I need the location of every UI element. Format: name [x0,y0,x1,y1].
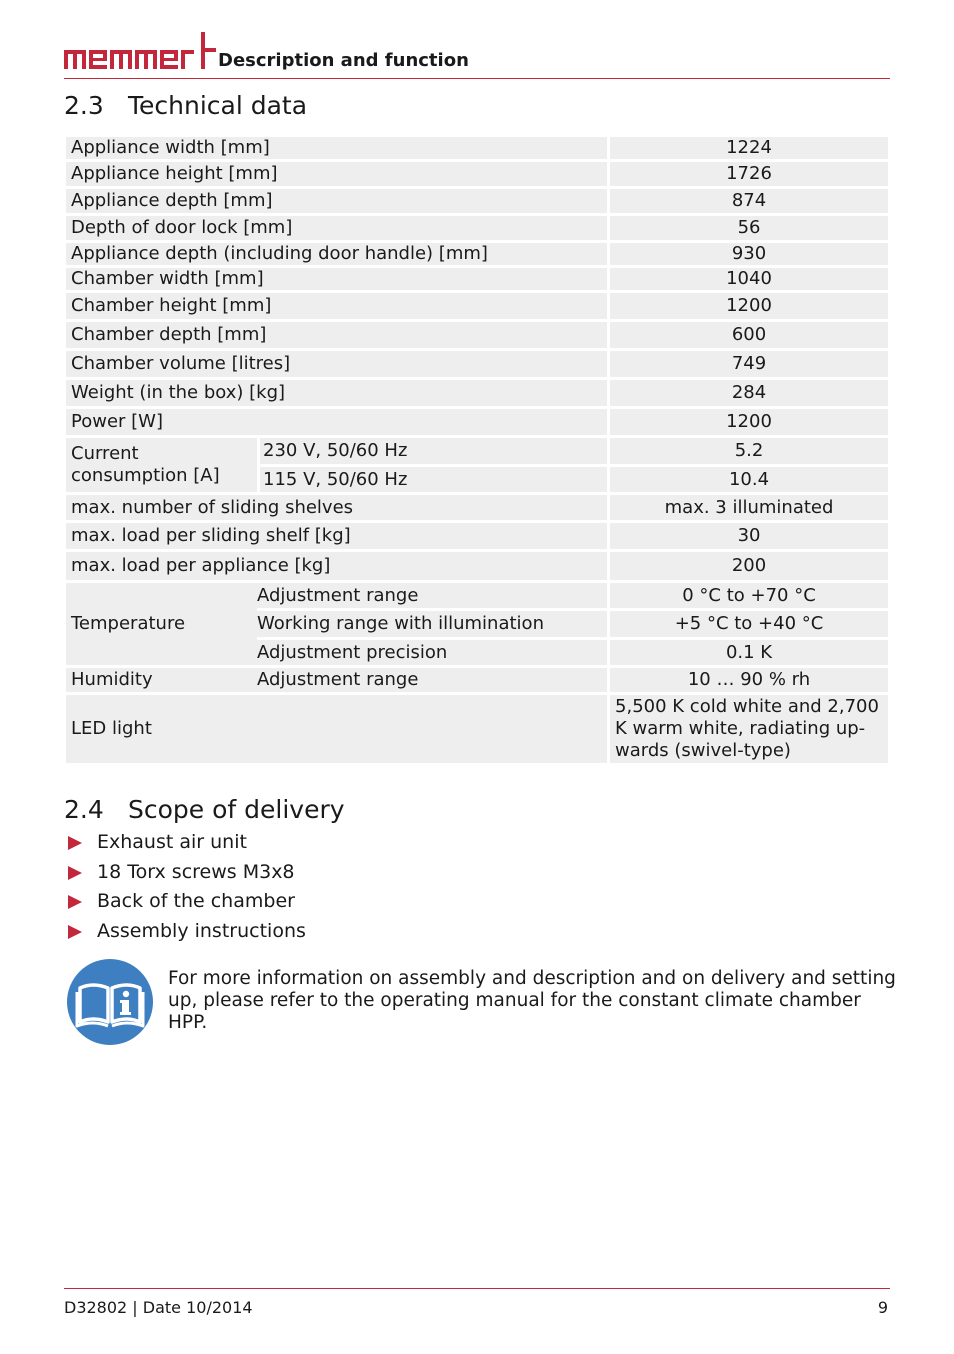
row-value: 0 °C to +70 °C [607,583,888,608]
section-title: Technical data [128,91,308,120]
row-sublabel: 230 V, 50/60 Hz [257,438,607,464]
row-value: 1224 [607,137,888,159]
table-row [66,552,888,580]
section-technical-heading [64,91,307,120]
row-sublabel: Adjustment precision [257,640,607,665]
row-value: 10.4 [607,467,888,492]
section-delivery-heading [64,795,345,824]
table-row [66,293,888,319]
section-number: 2.4 [64,795,104,824]
row-value: max. 3 illuminated [607,495,888,520]
table-row [66,351,888,377]
row-label: Appliance depth [mm] [66,189,607,213]
list-item-text: 18 Torx screws M3x8 [97,860,295,883]
row-value: 874 [607,189,888,213]
footer-document-info: D32802 | Date 10/2014 [64,1298,253,1317]
row-value: 1200 [607,293,888,319]
row-label: max. number of sliding shelves [66,495,607,520]
row-value: 5.2 [607,438,888,464]
row-value: 1726 [607,162,888,186]
row-label: Appliance width [mm] [66,137,607,159]
row-value: 749 [607,351,888,377]
triangle-bullet-icon [68,895,82,909]
row-label: Weight (in the box) [kg] [66,380,607,406]
delivery-list [66,828,306,946]
section-title: Scope of delivery [128,795,345,824]
row-label: Power [W] [66,409,607,435]
row-value: 284 [607,380,888,406]
row-value: 0.1 K [607,640,888,665]
list-item [66,828,306,858]
page-number: 9 [877,1298,888,1317]
table-row [66,409,888,435]
list-item [66,887,306,917]
table-row [66,583,888,608]
row-value: 56 [607,216,888,240]
row-label: Appliance height [mm] [66,162,607,186]
row-label: Chamber depth [mm] [66,322,607,348]
row-value: 200 [607,552,888,580]
header-title: Description and function [218,50,469,71]
table-row [66,162,888,186]
table-row [66,380,888,406]
list-item [66,858,306,888]
technical-data-table [66,134,888,766]
table-row [66,523,888,549]
row-sublabel: 115 V, 50/60 Hz [257,467,607,492]
row-label: Appliance depth (including door handle) [mm] [66,243,607,265]
row-sublabel: Adjustment range [257,583,607,608]
table-row [66,216,888,240]
table-row [66,322,888,348]
row-label: Depth of door lock [mm] [66,216,607,240]
row-value: +5 °C to +40 °C [607,611,888,637]
list-item-text: Assembly instructions [97,919,306,942]
footer-divider [64,1288,890,1289]
info-book-icon [66,958,154,1046]
table-row [66,495,888,520]
row-value: 1200 [607,409,888,435]
row-sublabel: Adjustment range [257,668,607,692]
table-row [66,438,888,464]
table-row [66,668,888,692]
row-value: 1040 [607,268,888,290]
triangle-bullet-icon [68,866,82,880]
row-label: Chamber height [mm] [66,293,607,319]
row-label: max. load per appliance [kg] [66,552,607,580]
row-label: Chamber volume [litres] [66,351,607,377]
section-number: 2.3 [64,91,104,120]
row-value: 5,500 K cold white and 2,700 K warm white, radiating up-wards (swivel-type) [607,695,888,763]
info-note-text: For more information on assembly and description and on delivery and setting up, please refer to the operating manual for the constant climate chamber HPP. [168,968,896,1033]
led-light-label: LED light [66,695,607,763]
table-row [66,189,888,213]
list-item [66,917,306,947]
row-label: Chamber width [mm] [66,268,607,290]
row-value: 600 [607,322,888,348]
temperature-label: Temperature [66,583,257,665]
triangle-bullet-icon [68,925,82,939]
row-value: 10 … 90 % rh [607,668,888,692]
memmert-logo [64,32,216,72]
list-item-text: Exhaust air unit [97,831,247,853]
row-value: 30 [607,523,888,549]
row-value: 930 [607,243,888,265]
table-row [66,137,888,159]
row-sublabel: Working range with illumination [257,611,607,637]
table-row [66,243,888,265]
row-label: max. load per sliding shelf [kg] [66,523,607,549]
header-divider [64,78,890,79]
list-item-text: Back of the chamber [97,890,295,912]
current-consumption-label: Current consumption [A] [66,438,257,492]
table-row [66,268,888,290]
table-row [66,695,888,763]
humidity-label: Humidity [66,668,257,692]
triangle-bullet-icon [68,836,82,850]
